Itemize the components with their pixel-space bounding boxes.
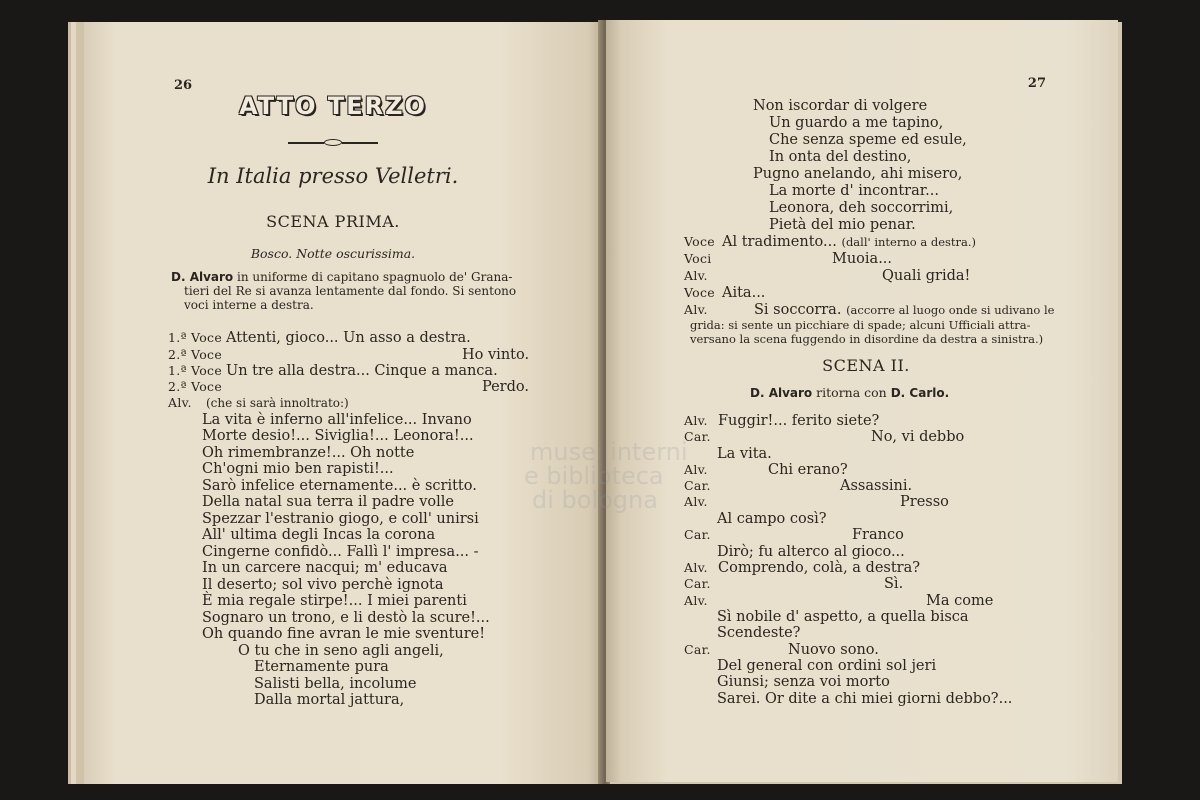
ornament-rule	[288, 139, 378, 147]
speaker-label: Voce	[684, 234, 716, 249]
verse-line: Un guardo a me tapino,	[769, 115, 944, 131]
dialogue-line: Sì.	[884, 576, 904, 592]
dialogue-line: La vita.	[717, 446, 772, 462]
verse-line: Sarò infelice eternamente... è scritto.	[202, 478, 477, 494]
stage-aside: (accorre al luogo onde si udivano le	[846, 303, 1055, 317]
watermark-line-1: musei interni	[530, 438, 688, 466]
verse-line: Della natal sua terra il padre volle	[202, 494, 454, 510]
page-number-left: 26	[174, 78, 193, 93]
dialogue-line: Franco	[852, 527, 904, 543]
scene-prima-heading: SCENA PRIMA.	[266, 212, 400, 231]
aria-line: Eternamente pura	[254, 659, 389, 675]
dialogue-line: Nuovo sono.	[788, 642, 879, 658]
character-carlo: D. Carlo.	[890, 386, 950, 400]
verse-line: Sognaro un trono, e li destò la scure!...	[202, 610, 490, 626]
stage-character-name: D. Alvaro	[171, 270, 234, 284]
speaker-label: Voce	[684, 285, 716, 300]
act-title: ATTO TERZO	[239, 92, 427, 120]
verse-line: Morte desio!... Siviglia!... Leonora!...	[202, 428, 474, 444]
place-heading: In Italia presso Velletri.	[207, 164, 459, 188]
verse-line: Oh quando fine avran le mie sventure!	[202, 626, 486, 642]
dialogue-line: Chi erano?	[768, 462, 848, 478]
scene-ii-characters	[750, 386, 1090, 400]
dialogue-line: Perdo.	[482, 379, 529, 395]
stage-direction-line-2: tieri del Re si avanza lentamente dal fondo. Si sentono	[184, 284, 517, 298]
stage-direction-line-1: in uniforme di capitano spagnuolo de' Grana-	[237, 270, 513, 284]
verse-line: Pugno anelando, ahi misero,	[753, 166, 963, 182]
stage-direction-cont-1: grida: si sente un picchiare di spade; alcuni Ufficiali attra-	[690, 318, 1031, 332]
dialogue-line: Presso	[900, 494, 949, 510]
dialogue-line	[754, 302, 1054, 318]
speaker-label: Car.	[684, 576, 711, 591]
aria-line: Salisti bella, incolume	[254, 676, 417, 692]
speaker-label: 2.ª Voce	[168, 379, 223, 394]
dialogue-line: Sì nobile d' aspetto, a quella bisca	[717, 609, 969, 625]
stage-aside: (dall' interno a destra.)	[841, 235, 977, 249]
speaker-label: Car.	[684, 527, 711, 542]
verse-line: Pietà del mio penar.	[769, 217, 916, 233]
dialogue-line: Fuggir!... ferito siete?	[718, 413, 880, 429]
aria-line: Dalla mortal jattura,	[254, 692, 405, 708]
watermark	[524, 438, 688, 514]
dialogue-line: Dirò; fu alterco al gioco...	[717, 544, 905, 560]
speaker-label: 2.ª Voce	[168, 347, 223, 362]
dialogue-line: Un tre alla destra... Cinque a manca.	[226, 363, 498, 379]
dialogue-line: Ho vinto.	[462, 347, 530, 363]
aria-line: O tu che in seno agli angeli,	[238, 643, 444, 659]
verse-line: In un carcere nacqui; m' educava	[202, 560, 448, 576]
dialogue-line: Aita...	[722, 285, 766, 301]
verse-line: All' ultima degli Incas la corona	[202, 527, 436, 543]
watermark-line-2: e biblioteca	[524, 462, 664, 490]
speaker-label: Alv.	[684, 268, 708, 283]
speaker-label: Alv.	[684, 413, 708, 428]
speaker-label: Alv.	[684, 593, 708, 608]
verse-line: La morte d' incontrar...	[769, 183, 939, 199]
watermark-line-3: di bologna	[532, 486, 658, 514]
scene-setting: Bosco. Notte oscurissima.	[250, 246, 416, 261]
verse-line: Il deserto; sol vivo perchè ignota	[202, 577, 444, 593]
page-number-right: 27	[1027, 76, 1046, 91]
dialogue-line: Comprendo, colà, a destra?	[718, 560, 921, 576]
speaker-label: Alv.	[684, 302, 708, 317]
verse-line: Oh rimembranze!... Oh notte	[202, 445, 415, 461]
dialogue-line: Assassini.	[840, 478, 913, 494]
dialogue-line: Sarei. Or dite a chi miei giorni debbo?...	[717, 691, 1013, 707]
dialogue-line: Quali grida!	[882, 268, 971, 284]
stage-direction-line-3: voci interne a destra.	[184, 298, 314, 312]
character-alvaro: D. Alvaro	[750, 386, 813, 400]
speaker-label: Alv.	[684, 462, 708, 477]
verse-line: Ch'ogni mio ben rapisti!...	[202, 461, 394, 477]
verse-line: Non iscordar di volgere	[753, 98, 928, 114]
dialogue-line: No, vi debbo	[871, 429, 965, 445]
dialogue-line: Ma come	[926, 593, 994, 609]
verse-line: Leonora, deh soccorrimi,	[769, 200, 954, 216]
left-page	[84, 22, 604, 784]
speaker-label: Car.	[684, 429, 711, 444]
verse-line: Spezzar l'estranio giogo, e coll' unirsi	[202, 511, 479, 527]
stage-direction-cont-2: versano la scena fuggendo in disordine da destra a sinistra.)	[690, 332, 1044, 346]
right-page	[606, 20, 1118, 782]
dialogue-line	[722, 234, 976, 250]
stage-direction-opening	[171, 270, 571, 284]
dialogue-line: Scendeste?	[717, 625, 801, 641]
dialogue-line: Attenti, gioco... Un asso a destra.	[226, 330, 471, 346]
speaker-label: Alv.	[168, 395, 192, 410]
stage-connector: ritorna con	[816, 385, 887, 400]
speaker-label: 1.ª Voce	[168, 363, 223, 378]
speaker-label: Alv.	[684, 560, 708, 575]
dialogue-line: Del general con ordini sol jeri	[717, 658, 937, 674]
speaker-label: Car.	[684, 642, 711, 657]
dialogue-line: Giunsi; senza voi morto	[717, 674, 890, 690]
stage-aside: (che si sarà innoltrato:)	[206, 396, 349, 410]
verse-line: In onta del destino,	[769, 149, 912, 165]
dialogue-text: Si soccorra.	[754, 302, 842, 318]
scene-ii-heading: SCENA II.	[822, 356, 910, 375]
verse-line: La vita è inferno all'infelice... Invano	[202, 412, 472, 428]
verse-line: Cingerne confidò... Fallì l' impresa... -	[202, 544, 479, 560]
speaker-label: 1.ª Voce	[168, 330, 223, 345]
dialogue-line: Al campo così?	[717, 511, 827, 527]
speaker-label: Voci	[684, 251, 712, 266]
speaker-label: Alv.	[684, 494, 708, 509]
dialogue-line: Muoia...	[832, 251, 893, 267]
dialogue-text: Al tradimento...	[722, 234, 837, 250]
verse-line: È mia regale stirpe!... I miei parenti	[202, 593, 467, 609]
speaker-label: Car.	[684, 478, 711, 493]
verse-line: Che senza speme ed esule,	[769, 132, 967, 148]
